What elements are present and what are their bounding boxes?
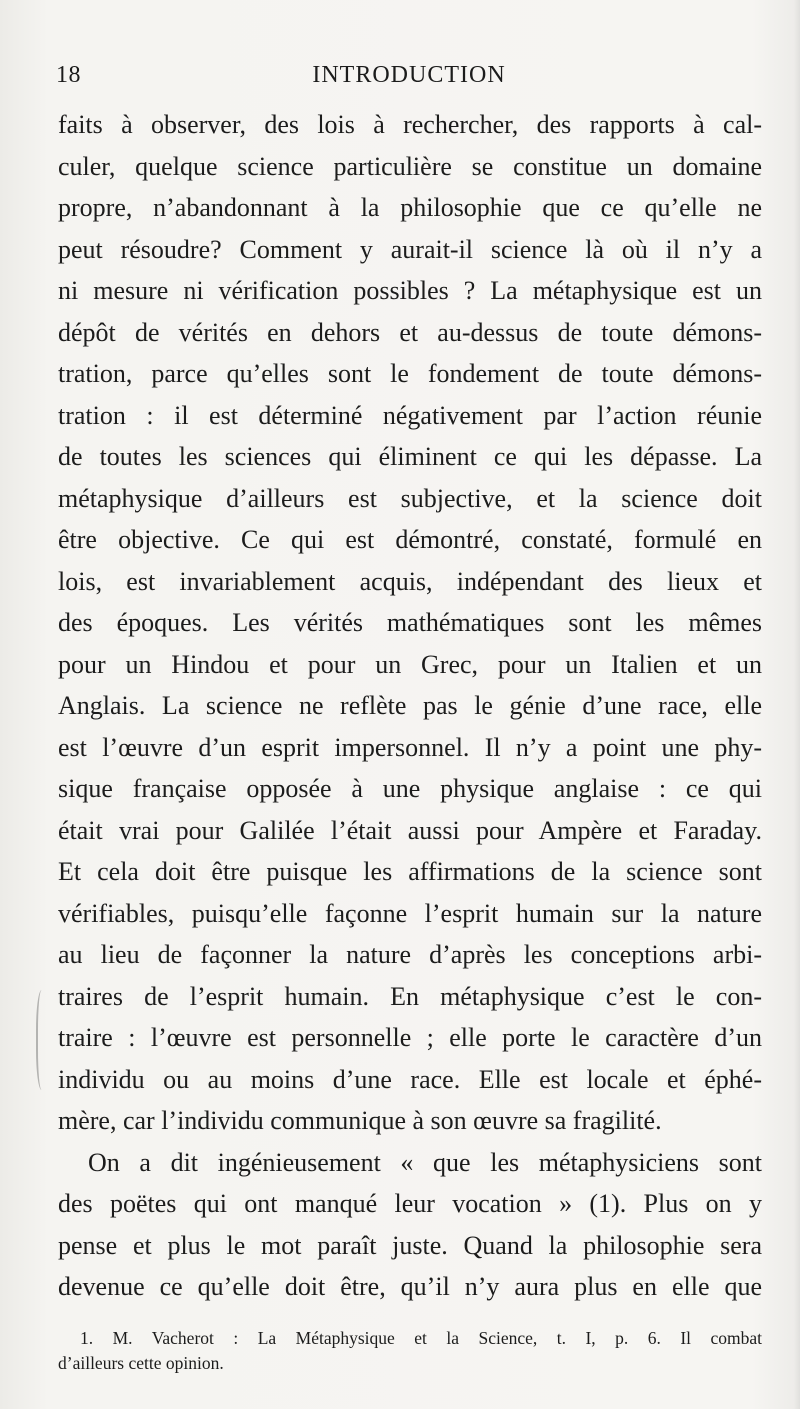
text-line: vérifiables, puisqu’elle façonne l’esprit humain sur la nature: [58, 898, 762, 928]
page-number: 18: [56, 62, 81, 88]
footnote: [58, 1326, 762, 1376]
text-line: des poëtes qui ont manqué leur vocation » (1). Plus on y: [58, 1189, 762, 1218]
text-line: mère, car l’individu communique à son œuvre sa fragilité.: [58, 1106, 662, 1135]
text-line: individu ou au moins d’une race. Elle est locale et éphé-: [58, 1064, 762, 1094]
margin-pencil-mark: [36, 990, 50, 1090]
text-line: culer, quelque science particulière se constitue un domaine: [58, 151, 762, 181]
text-line: lois, est invariablement acquis, indépendant des lieux et: [58, 566, 762, 596]
text-line: propre, n’abandonnant à la philosophie que ce qu’elle ne: [58, 193, 762, 222]
text-line: de toutes les sciences qui éliminent ce qui les dépasse. La: [58, 442, 762, 471]
footnote-line: d’ailleurs cette opinion.: [58, 1353, 224, 1373]
footnote-line: 1. M. Vacherot : La Métaphysique et la Science, t. I, p. 6. Il combat: [80, 1328, 762, 1348]
text-line: Anglais. La science ne reflète pas le génie d’une race, elle: [58, 691, 762, 720]
text-line: dépôt de vérités en dehors et au-dessus de toute démons-: [58, 317, 762, 347]
text-line: métaphysique d’ailleurs est subjective, et la science doit: [58, 483, 762, 513]
text-line: être objective. Ce qui est démontré, constaté, formulé en: [58, 525, 762, 554]
text-line: tration : il est déterminé négativement par l’action réunie: [58, 400, 762, 430]
paragraph-start-line: On a dit ingénieusement « que les métaphysiciens sont: [88, 1147, 762, 1177]
text-line: ni mesure ni vérification possibles ? La métaphysique est un: [58, 276, 762, 305]
text-line: pour un Hindou et pour un Grec, pour un Italien et un: [58, 649, 762, 679]
text-line: est l’œuvre d’un esprit impersonnel. Il n’y a point une phy-: [58, 732, 762, 762]
text-line: sique française opposée à une physique anglaise : ce qui: [58, 774, 762, 803]
page-header: [56, 62, 762, 98]
text-line: devenue ce qu’elle doit être, qu’il n’y aura plus en elle que: [58, 1272, 762, 1301]
body-text: [58, 104, 762, 1308]
text-line: peut résoudre? Comment y aurait-il science là où il n’y a: [58, 234, 762, 264]
text-line: traires de l’esprit humain. En métaphysique c’est le con-: [58, 981, 762, 1011]
text-line: des époques. Les vérités mathématiques sont les mêmes: [58, 608, 762, 637]
text-line: traire : l’œuvre est personnelle ; elle porte le caractère d’un: [58, 1023, 762, 1052]
text-line: était vrai pour Galilée l’était aussi pour Ampère et Faraday.: [58, 815, 762, 845]
running-head: INTRODUCTION: [312, 62, 506, 88]
text-line: tration, parce qu’elles sont le fondement de toute démons-: [58, 359, 762, 388]
text-line: faits à observer, des lois à rechercher, des rapports à cal-: [58, 110, 762, 139]
text-line: au lieu de façonner la nature d’après les conceptions arbi-: [58, 940, 762, 969]
page-edge-shadow: [794, 0, 800, 1409]
text-line: pense et plus le mot paraît juste. Quand la philosophie sera: [58, 1230, 762, 1260]
text-line: Et cela doit être puisque les affirmations de la science sont: [58, 857, 762, 886]
